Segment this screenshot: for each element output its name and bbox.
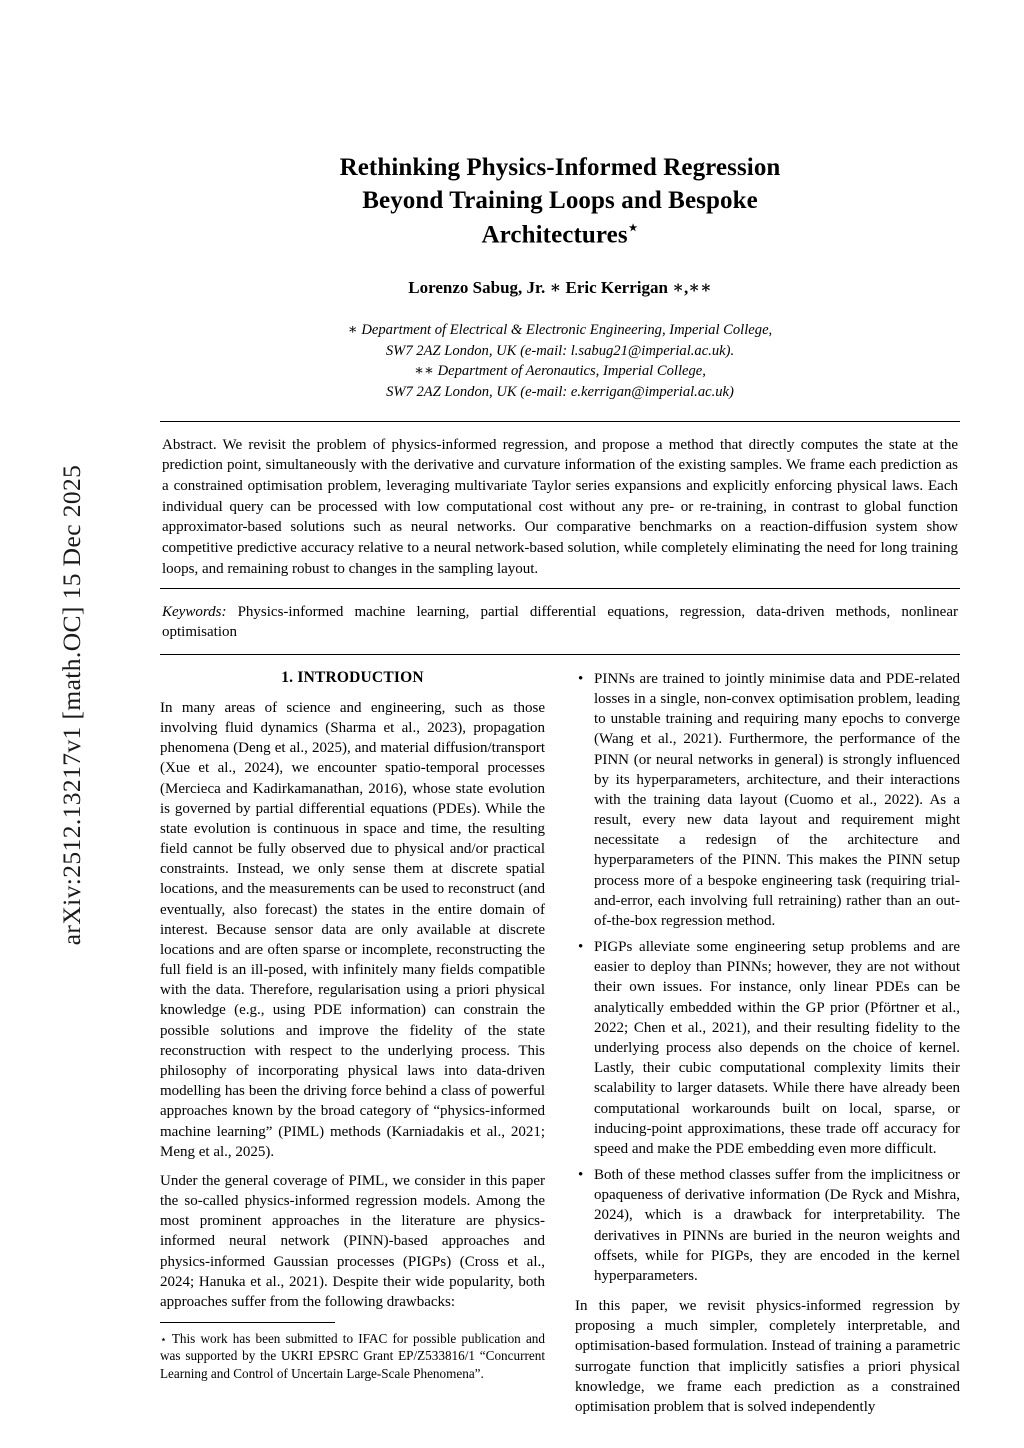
title-line-3: Architectures xyxy=(481,221,628,249)
paper-content xyxy=(160,152,960,1426)
affiliation-line-4: SW7 2AZ London, UK (e-mail: e.kerrigan@imperial.ac.uk) xyxy=(386,383,734,400)
keywords-block xyxy=(160,589,960,654)
two-column-body xyxy=(160,669,960,1426)
keywords-label: Keywords: xyxy=(162,603,227,620)
arxiv-identifier-stamp: arXiv:2512.13217v1 [math.OC] 15 Dec 2025 xyxy=(57,464,86,946)
abstract-label: Abstract. xyxy=(162,436,217,453)
author-list: Lorenzo Sabug, Jr. ∗ Eric Kerrigan ∗,∗∗ xyxy=(408,277,712,297)
page-title xyxy=(160,152,960,252)
title-line-2: Beyond Training Loops and Bespoke xyxy=(362,186,758,214)
divider-bottom xyxy=(160,654,960,655)
intro-paragraph-1: In many areas of science and engineering, such as those involving fluid dynamics (Sharma et al., 2023), propagation phenomena (Deng et al., 2025), and material diffusion/transport (Xue et al., 2024), we encounter spatio-temporal processes (Mercieca and Kadirkamanathan, 2016), whose state evolution is governed by partial differential equations (PDEs). While the state evolution is continuous in space and time, the resulting field cannot be fully observed due to physical and/or practical constraints. Instead, we only sense them at discrete spatial locations, and the measurements can be used to reconstruct (and eventually, also forecast) the states in the entire domain of interest. Because sensor data are only available at discrete locations and are often sparse or incomplete, reconstructing the full field is an ill-posed, with infinitely many fields compatible with the data. Therefore, regularisation using a priori physical knowledge (e.g., using PDE information) can constrain the possible solutions and improve the fidelity of the state reconstruction with respect to the underlying process. This philosophy of incorporating physical laws into data-driven modelling has been the driving force behind a class of powerful approaches known by the broad category of “physics-informed machine learning” (PIML) methods (Karniadakis et al., 2021; Meng et al., 2025). xyxy=(160,699,545,1160)
intro-paragraph-final: In this paper, we revisit physics-informed regression by proposing a much simpler, completely interpretable, and optimisation-based formulation. Instead of training a parametric surrogate function that implicitly satisfies a priori physical knowledge, we frame each prediction as a constrained optimisation problem that is solved independently xyxy=(575,1298,960,1415)
abstract-block xyxy=(160,422,960,588)
footnote xyxy=(160,1330,545,1382)
list-item: • Both of these method classes suffer from the implicitness or opaqueness of derivative information (De Ryck and Mishra, 2024), which is a drawback for interpretability. The derivatives in PINNs are buried in the neuron weights and offsets, while for PIGPs, they are encoded in the kernel hyperparameters. xyxy=(594,1165,960,1286)
affiliation-line-1: ∗ Department of Electrical & Electronic Engineering, Imperial College, xyxy=(347,321,773,338)
title-footnote-marker: ⋆ xyxy=(627,218,639,237)
list-item: • PIGPs alleviate some engineering setup problems and are easier to deploy than PINNs; however, they are not without their own issues. For instance, only linear PDEs can be analytically embedded within the GP prior (Pförtner et al., 2022; Chen et al., 2021), and their resulting fidelity to the underlying process also depends on the choice of kernel. Lastly, their cubic computational complexity limits their scalability to larger datasets. While there have already been computational workarounds built on local, sparse, or inducing-point approximations, these trade off accuracy for speed and make the PDE embedding even more difficult. xyxy=(594,937,960,1159)
footnote-divider xyxy=(160,1322,335,1323)
drawbacks-list xyxy=(575,669,960,1286)
footnote-text: This work has been submitted to IFAC for possible publication and was supported by the UKRI EPSRC Grant EP/Z533816/1 “Concurrent Learning and Control of Uncertain Large-Scale Phenomena”. xyxy=(160,1331,545,1381)
affiliation-line-2: SW7 2AZ London, UK (e-mail: l.sabug21@imperial.ac.uk). xyxy=(385,342,735,359)
affiliation-line-3: ∗∗ Department of Aeronautics, Imperial College, xyxy=(414,363,706,380)
keywords-text: Physics-informed machine learning, partial differential equations, regression, data-driven methods, nonlinear optimisation xyxy=(162,603,958,641)
left-column xyxy=(160,669,545,1426)
title-line-1: Rethinking Physics-Informed Regression xyxy=(339,154,781,181)
right-column xyxy=(575,669,960,1426)
footnote-marker: ⋆ xyxy=(160,1334,167,1347)
list-item: • PINNs are trained to jointly minimise data and PDE-related losses in a single, non-convex optimisation problem, leading to unstable training and requiring many epochs to converge (Wang et al., 2021). Furthermore, the performance of the PINN (or neural networks in general) is strongly influenced by its hyperparameters, architecture, and their interactions with the training data layout (Cuomo et al., 2022). As a result, every new data layout and requirement might necessitate a redesign of the architecture and hyperparameters of the PINN. This makes the PINN setup process more of a bespoke engineering task (requiring trial-and-error, each involving full retraining) rather than an out-of-the-box regression method. xyxy=(594,669,960,931)
affiliations xyxy=(160,320,960,403)
section-heading-introduction: 1. INTRODUCTION xyxy=(281,668,424,686)
intro-paragraph-2: Under the general coverage of PIML, we consider in this paper the so-called physics-informed regression models. Among the most prominent approaches in the literature are physics-informed neural network (PINN)-based approaches and physics-informed Gaussian processes (PIGPs) (Cross et al., 2024; Hanuka et al., 2021). Despite their wide popularity, both approaches suffer from the following drawbacks: xyxy=(160,1172,545,1310)
abstract-text: We revisit the problem of physics-informed regression, and propose a method that directly computes the state at the prediction point, simultaneously with the derivative and curvature information of the existing samples. We frame each prediction as a constrained optimisation problem, leveraging multivariate Taylor series expansions and explicitly enforcing physical laws. Each individual query can be processed with low computational cost without any pre- or re-training, in contrast to global function approximator-based solutions such as neural networks. Our comparative benchmarks on a reaction-diffusion system show competitive predictive accuracy relative to a neural network-based solution, while completely eliminating the need for long training loops, and remaining robust to changes in the sampling layout. xyxy=(162,436,958,577)
